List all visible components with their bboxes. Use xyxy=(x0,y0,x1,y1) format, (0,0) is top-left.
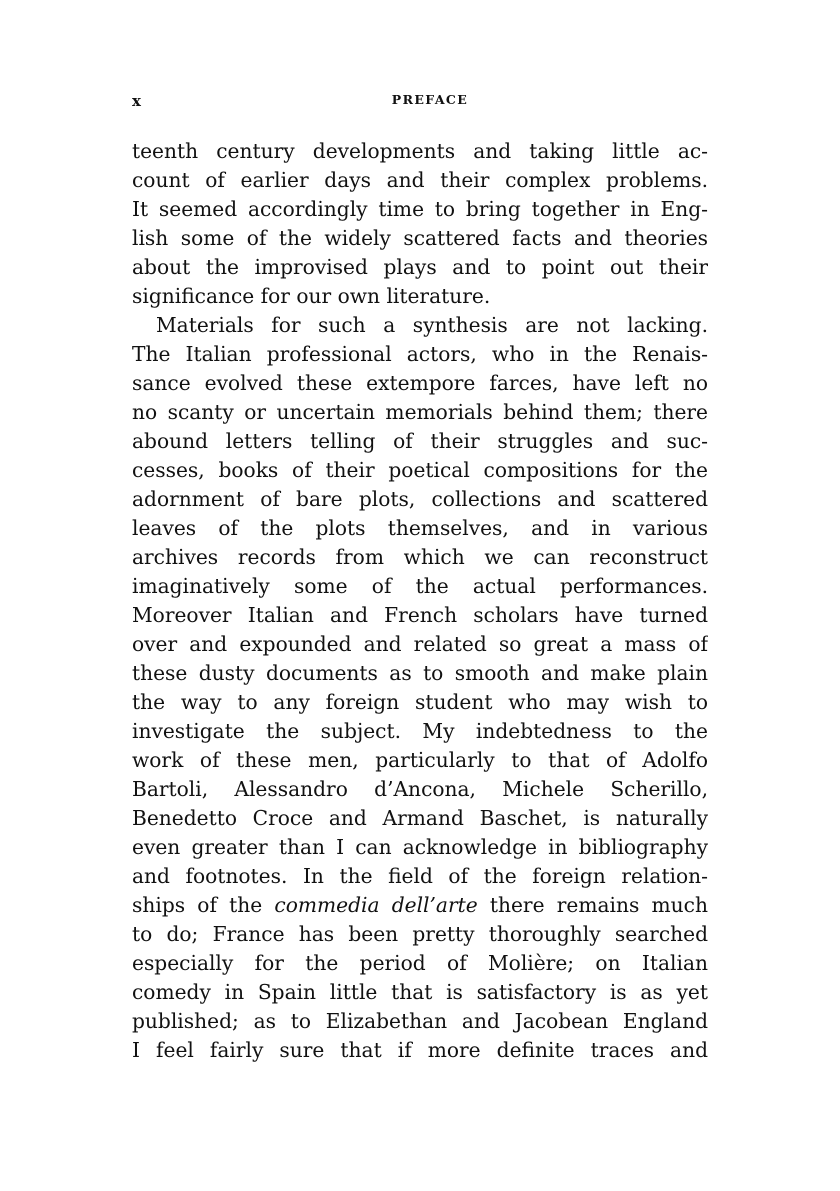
text-line: cesses, books of their poetical compositions for the xyxy=(132,458,708,482)
text-line: and footnotes. In the field of the foreign relation- xyxy=(132,864,708,888)
text-line: adornment of bare plots, collections and scattered xyxy=(132,487,708,511)
text-line: teenth century developments and taking little ac- xyxy=(132,139,708,163)
page-number: x xyxy=(132,92,142,110)
text-line: leaves of the plots themselves, and in various xyxy=(132,516,708,540)
text-line: abound letters telling of their struggles and suc- xyxy=(132,429,708,453)
text-line: no scanty or uncertain memorials behind them; there xyxy=(132,400,708,424)
text-line: the way to any foreign student who may wish to xyxy=(132,690,708,714)
text-line: significance for our own literature. xyxy=(132,284,491,308)
text-line: archives records from which we can reconstruct xyxy=(132,545,708,569)
text-line: count of earlier days and their complex problems. xyxy=(132,168,708,192)
text-line: investigate the subject. My indebtedness to the xyxy=(132,719,708,743)
text-line: even greater than I can acknowledge in bibliography xyxy=(132,835,708,859)
book-page xyxy=(132,0,708,1191)
text-line: lish some of the widely scattered facts and theories xyxy=(132,226,708,250)
text-line: I feel fairly sure that if more definite traces and xyxy=(132,1038,708,1062)
text-line: especially for the period of Molière; on Italian xyxy=(132,951,708,975)
text-line: It seemed accordingly time to bring together in Eng- xyxy=(132,197,708,221)
text-line: work of these men, particularly to that of Adolfo xyxy=(132,748,708,772)
italic-term: commedia dell’arte xyxy=(274,893,478,917)
running-title: PREFACE xyxy=(391,92,469,107)
text-line: about the improvised plays and to point out their xyxy=(132,255,708,279)
text-line: published; as to Elizabethan and Jacobean England xyxy=(132,1009,708,1033)
text-line: comedy in Spain little that is satisfactory is as yet xyxy=(132,980,708,1004)
text-line: to do; France has been pretty thoroughly searched xyxy=(132,922,708,946)
text-line: Moreover Italian and French scholars have turned xyxy=(132,603,708,627)
text-line: Bartoli, Alessandro d’Ancona, Michele Scherillo, xyxy=(132,777,708,801)
text-line: over and expounded and related so great a mass of xyxy=(132,632,708,656)
paragraph-first-line: Materials for such a synthesis are not lacking. xyxy=(156,313,708,337)
text-line: these dusty documents as to smooth and make plain xyxy=(132,661,708,685)
running-head xyxy=(132,92,708,112)
text-line: imaginatively some of the actual performances. xyxy=(132,574,708,598)
text-segment: there remains much xyxy=(477,893,708,917)
text-segment: ships of the xyxy=(132,893,275,917)
body-text xyxy=(132,137,708,1065)
text-line: Benedetto Croce and Armand Baschet, is naturally xyxy=(132,806,708,830)
text-line: sance evolved these extempore farces, have left no xyxy=(132,371,708,395)
text-line-with-italic xyxy=(132,891,708,920)
text-line: The Italian professional actors, who in the Renais- xyxy=(132,342,708,366)
